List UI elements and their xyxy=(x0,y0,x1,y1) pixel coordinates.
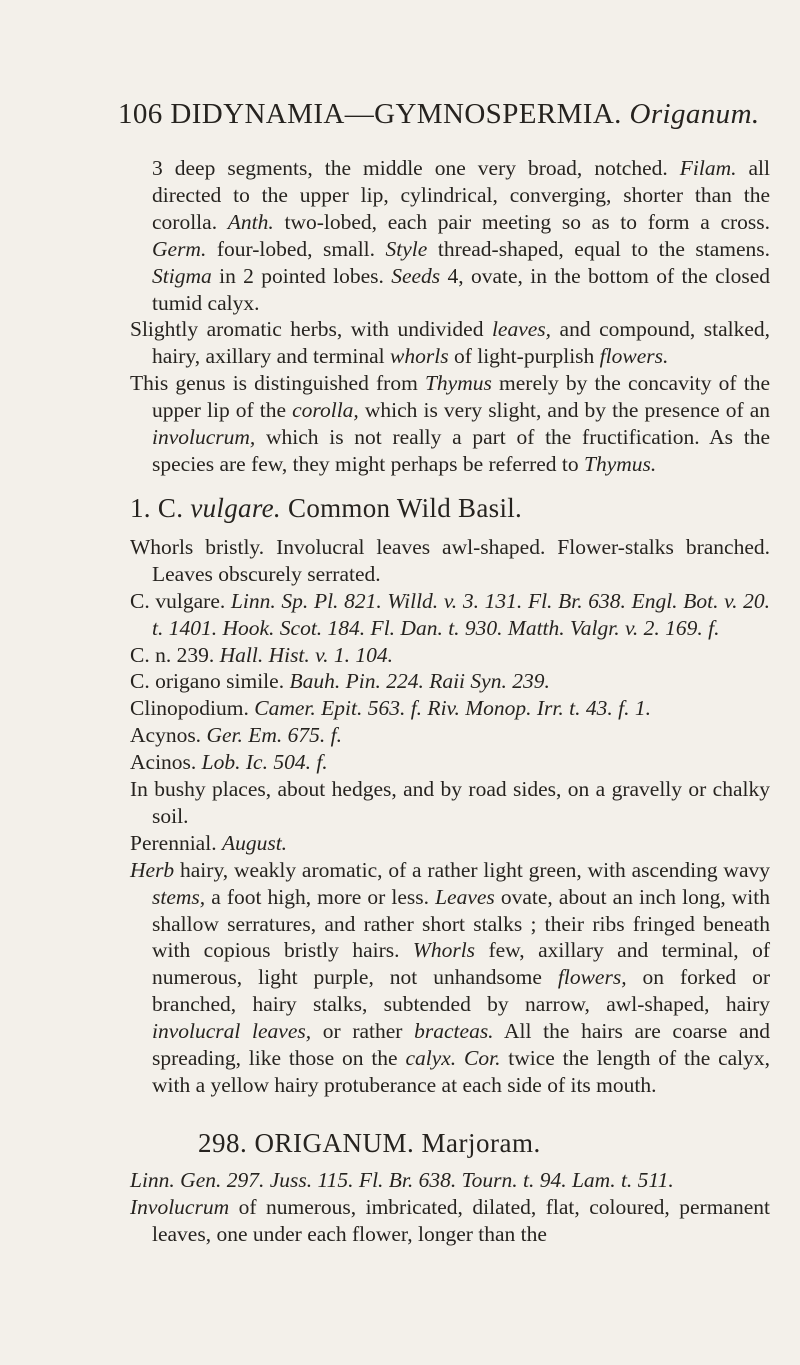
species-description: Whorls bristly. Involucral leaves awl-shaped. Flower-stalks branched. Leaves obscurely serrated. xyxy=(130,534,770,586)
text: of numerous, imbricated, dilated, flat, coloured, permanent leaves, one under each flower, longer than the xyxy=(152,1194,770,1246)
species-common-name: Common Wild Basil. xyxy=(288,492,523,523)
species-name: vulgare. xyxy=(190,492,281,523)
text: hairy, weakly aromatic, of a rather light green, with ascending wavy xyxy=(180,857,770,882)
term: Thymus xyxy=(424,371,492,396)
distinction-paragraph xyxy=(130,370,770,478)
page-body xyxy=(130,155,770,1248)
species-heading xyxy=(130,492,770,524)
reference-line xyxy=(130,668,770,695)
reference-name: Acynos. xyxy=(130,723,202,748)
term: corolla, xyxy=(292,398,359,423)
involucrum-paragraph xyxy=(130,1194,770,1248)
reference-line xyxy=(130,642,770,669)
duration: Perennial. xyxy=(130,830,217,855)
genus-heading xyxy=(130,1127,770,1159)
reference-name: C. vulgare. xyxy=(130,588,226,613)
reference-line xyxy=(130,588,770,642)
term: calyx. xyxy=(405,1046,457,1071)
term: leaves, xyxy=(491,317,552,342)
reference-citation: Camer. Epit. 563. f. Riv. Monop. Irr. t. 43. f. 1. xyxy=(254,696,651,721)
text: on forked or branched, hairy stalks, subtended by narrow, awl-shaped, hairy xyxy=(152,965,770,1017)
term: Style xyxy=(385,236,428,261)
reference-citation: Bauh. Pin. 224. Raii Syn. 239. xyxy=(289,669,550,694)
reference-line xyxy=(130,722,770,749)
text: or rather xyxy=(322,1019,403,1044)
species-number: 1. C. xyxy=(130,492,184,523)
term: Herb xyxy=(130,857,175,882)
term: Anth. xyxy=(227,209,274,234)
term: Filam. xyxy=(679,156,737,180)
text: and compound, stalked, hairy, axillary and terminal xyxy=(152,317,770,369)
term: involucrum, xyxy=(152,425,256,450)
text: All the hairs are coarse and spreading, like those on the xyxy=(152,1019,771,1071)
term: Thymus. xyxy=(584,451,657,476)
text: twice the length of the calyx, with a yellow hairy protuberance at each side of its mouth. xyxy=(152,1046,771,1097)
text: This genus is distinguished from xyxy=(130,371,418,396)
term: Cor. xyxy=(464,1046,501,1071)
herb-description xyxy=(130,857,770,1099)
reference-name: C. n. 239. xyxy=(130,642,215,667)
text: few, axillary and terminal, of numerous, light purple, not unhandsome xyxy=(152,938,770,990)
term: Involucrum xyxy=(130,1194,230,1219)
text: 4, ovate, in the bottom of the closed tumid calyx. xyxy=(152,263,771,315)
reference-name: C. origano simile. xyxy=(130,669,285,694)
reference-line xyxy=(130,695,770,722)
text: 3 deep segments, the middle one very broad, notched. xyxy=(152,156,668,180)
header-title: DIDYNAMIA—GYMNOSPERMIA. xyxy=(170,98,622,130)
text: in 2 pointed lobes. xyxy=(219,263,384,288)
text: four-lobed, small. xyxy=(216,236,376,261)
reference-name: Acinos. xyxy=(130,750,197,775)
term: Leaves xyxy=(435,884,495,909)
genus-name: ORIGANUM. xyxy=(254,1127,415,1158)
flower-characters-paragraph xyxy=(130,155,770,316)
term: involucral leaves, xyxy=(152,1019,312,1044)
text: a foot high, more or less. xyxy=(211,884,430,909)
reference-citation: Hall. Hist. v. 1. 104. xyxy=(219,642,393,667)
reference-citation: Linn. Sp. Pl. 821. Willd. v. 3. 131. Fl. Br. 638. Engl. Bot. v. 20. t. 1401. Hook. Scot. 184. Fl. Dan. t. 930. Matth. Valgr. v. 2. 169. f. xyxy=(152,588,771,640)
term: Whorls xyxy=(412,938,476,963)
genus-number: 298. xyxy=(198,1127,248,1158)
term: bracteas. xyxy=(414,1019,494,1044)
flowering-month: August. xyxy=(221,830,288,855)
text: Slightly aromatic herbs, with undivided xyxy=(130,317,484,342)
term: flowers, xyxy=(557,965,627,990)
text: ovate, about an inch long, with shallow serratures, and rather short stalks ; their ribs fringed beneath with copious bristly hairs. xyxy=(152,884,770,963)
text: merely by the concavity of the upper lip of the xyxy=(152,371,771,423)
text: which is very slight, and by the presence of an xyxy=(364,398,770,423)
reference-citation: Linn. Gen. 297. Juss. 115. Fl. Br. 638. Tourn. t. 94. Lam. t. 511. xyxy=(130,1167,674,1192)
reference-name: Clinopodium. xyxy=(130,696,249,721)
flowering-line xyxy=(130,830,770,857)
term: flowers. xyxy=(599,344,669,369)
text: which is not really a part of the fructification. As the species are few, they might perhaps be referred to xyxy=(152,425,771,476)
text: two-lobed, each pair meeting so as to form a cross. xyxy=(284,209,771,234)
reference-line xyxy=(130,749,770,776)
habit-paragraph xyxy=(130,316,770,370)
text: all directed to the upper lip, cylindrical, converging, shorter than the corolla. xyxy=(152,156,771,234)
habitat-line: In bushy places, about hedges, and by road sides, on a gravelly or chalky soil. xyxy=(130,777,770,828)
text: thread-shaped, equal to the stamens. xyxy=(437,236,771,261)
text: of light-purplish xyxy=(453,344,595,369)
reference-citation: Lob. Ic. 504. f. xyxy=(201,750,328,775)
page-number: 106 xyxy=(118,98,163,130)
genus-common-name: Marjoram. xyxy=(421,1127,541,1158)
term: stems, xyxy=(152,884,206,909)
term: Seeds xyxy=(391,263,441,288)
running-header xyxy=(118,98,778,131)
reference-citation: Ger. Em. 675. f. xyxy=(206,723,342,748)
term: Germ. xyxy=(152,236,207,261)
term: whorls xyxy=(390,344,449,369)
genus-references xyxy=(130,1167,770,1194)
term: Stigma xyxy=(152,263,212,288)
header-genus: Origanum. xyxy=(629,98,760,130)
